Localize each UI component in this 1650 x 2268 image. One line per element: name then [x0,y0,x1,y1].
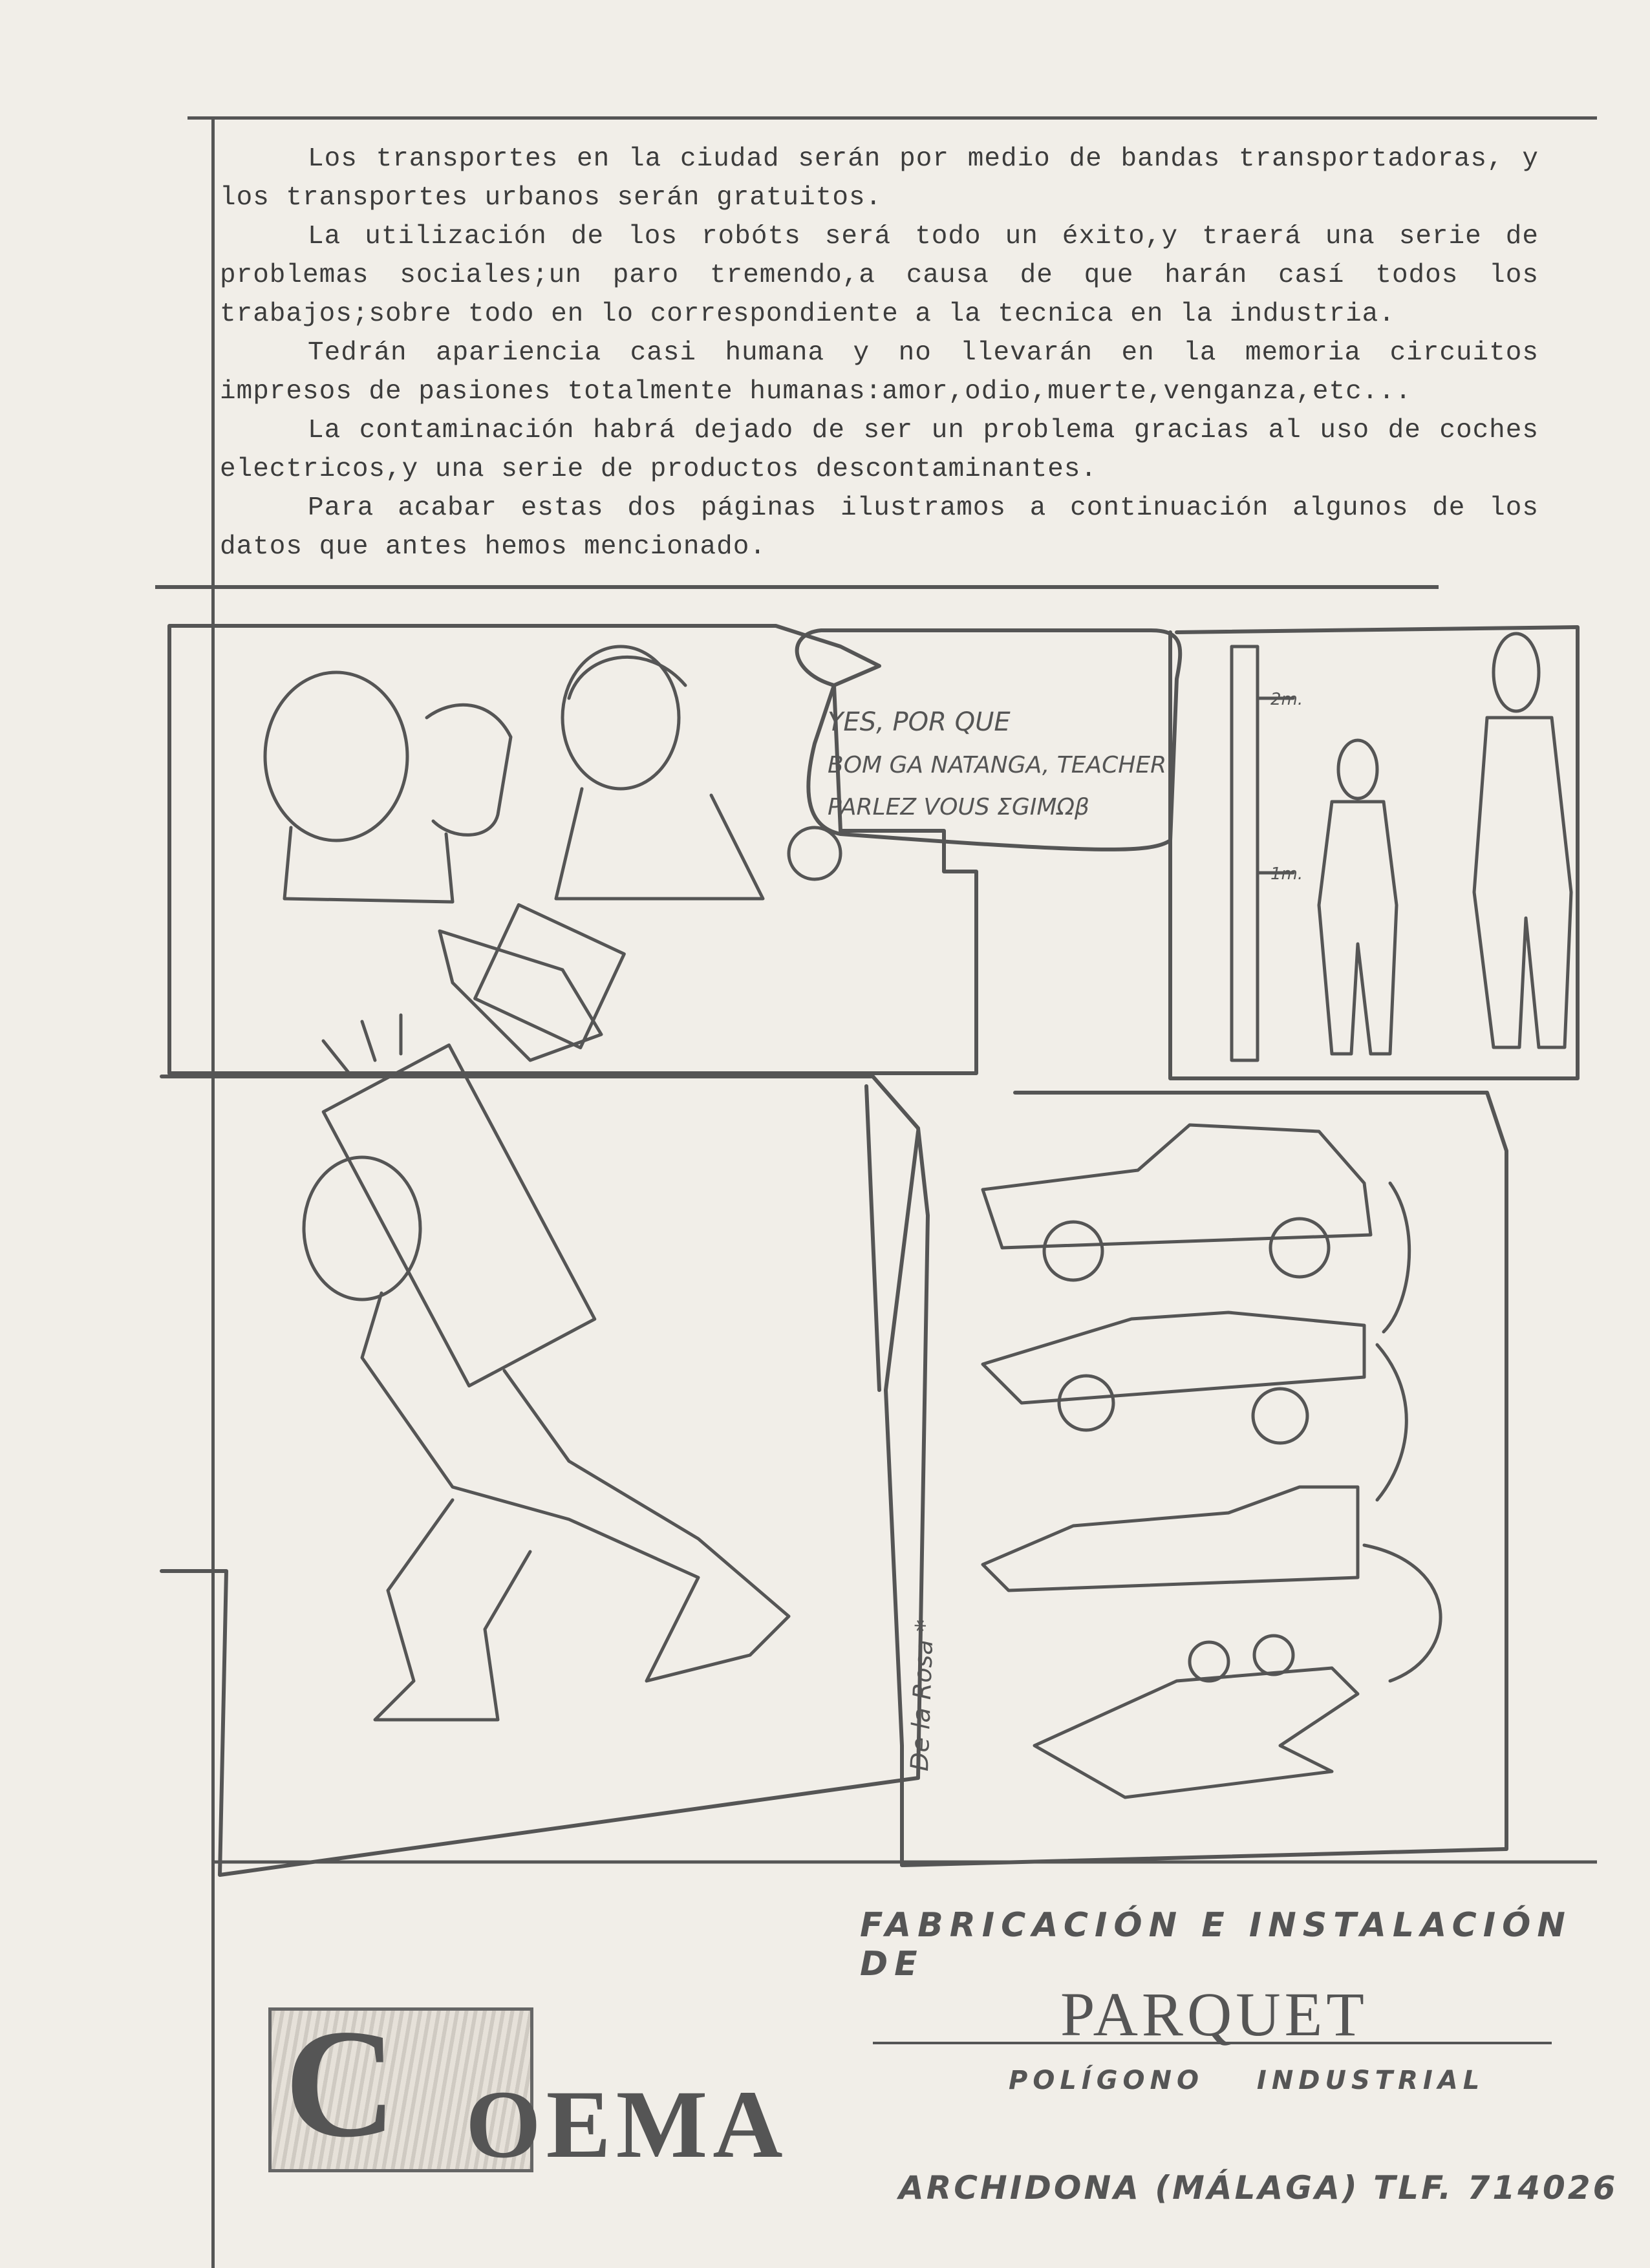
panel-cars-frame [886,1093,1506,1865]
ad-parquet: PARQUET [1060,1980,1368,2049]
translator-figures [265,647,841,1060]
coema-logo-name: OEMA [466,2071,788,2178]
speech-line-1: YES, POR QUE [828,707,1011,737]
scale-label-1m: 1m. [1270,864,1303,884]
artist-signature: De la Rosa * [905,1619,939,1772]
speech-line-2: BOM GA NATANGA, TEACHER [828,752,1167,778]
scale-label-2m: 2m. [1270,690,1303,709]
ad-fabricacion: FABRICACIÓN E INSTALACIÓN DE [860,1906,1572,1984]
speech-line-3: PARLEZ VOUS ΣGIMΩβ [828,794,1089,820]
paragraph-transportes: Los transportes en la ciudad serán por medio de bandas transportadoras, y los transportes urbanos serán gratuitos. [220,144,1539,213]
worker-figure [304,1015,789,1720]
car-sequence [983,1125,1441,1797]
coema-logo-initial: C [284,1997,397,2169]
ad-poligono: POLÍGONO INDUSTRIAL [1009,2066,1485,2095]
paragraph-conclusion: Para acabar estas dos páginas ilustramos a continuación algunos de los datos que antes hemos mencionado. [220,493,1539,562]
paragraph-contaminacion: La contaminación habrá dejado de ser un problema gracias al uso de coches electricos,y una serie de productos descontaminantes. [220,416,1539,484]
panel-worker-frame [162,1076,928,1875]
paragraph-apariencia: Tedrán apariencia casi humana y no llevarán en la memoria circuitos impresos de pasiones totalmente humanas:amor,odio,muerte,venganza,etc... [220,338,1539,407]
paragraph-robots: La utilización de los robóts será todo un éxito,y traerá una serie de problemas sociales;un paro tremendo,a causa de que harán casí todos los trabajos;sobre todo en lo correspondiente a la tecnica en la industria. [220,222,1539,329]
ad-address-phone: ARCHIDONA (MÁLAGA) TLF. 714026 [899,2169,1618,2207]
